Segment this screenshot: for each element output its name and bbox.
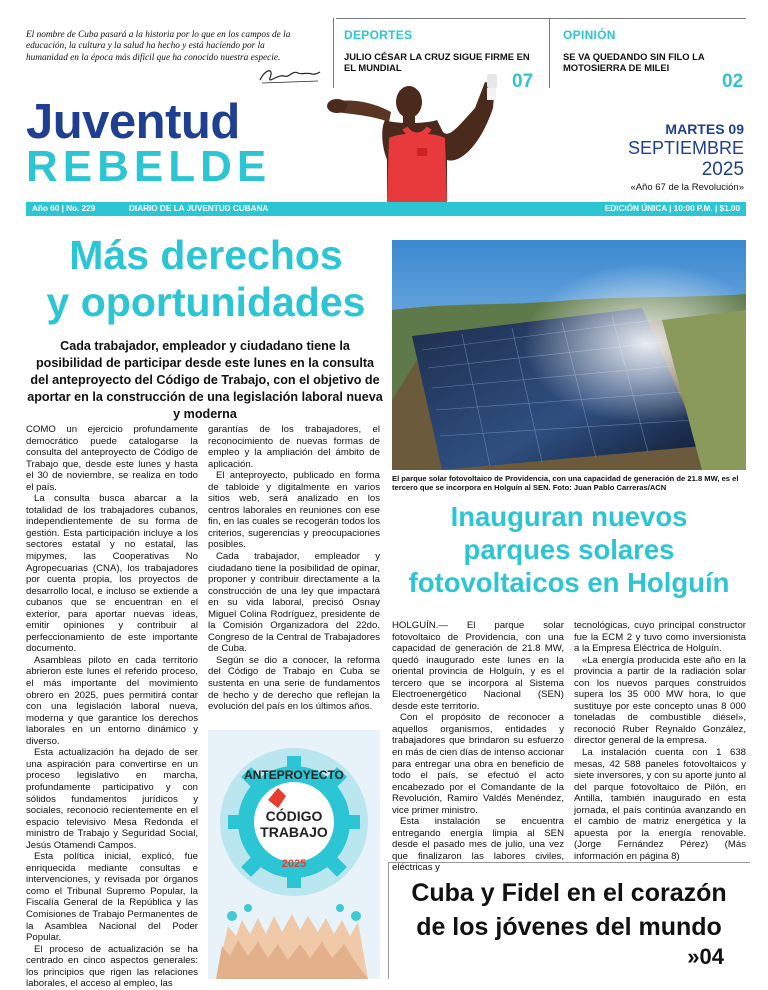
lead-column-2 xyxy=(208,424,380,713)
lead-column-1 xyxy=(26,424,198,990)
solar-headline-line: parques solares xyxy=(463,534,675,565)
teaser-category: DEPORTES xyxy=(344,28,413,42)
fidel-teaser-title xyxy=(404,876,734,944)
lead-subhead: Cada trabajador, empleador y ciudadano tiene la posibilidad de participar desde este lunes en la consulta del anteproyecto del Código de Trabajo, con el objetivo de aportar en la construcción de una legislación laboral nueva y moderna xyxy=(27,339,383,421)
teaser-rule xyxy=(336,18,746,19)
date-day: MARTES 09 xyxy=(665,121,744,137)
issue-number: Año 60 | No. 229 xyxy=(32,204,96,213)
lead-paragraph: Esta actualización ha dejado de ser una aspiración para convertirse en un proceso legislativo en marcha, profundamente participativo y con sólidos fundamentos jurídicos y sociales, reconoció recientemente en el espacio televisivo Mesa Redonda el ministro de Trabajo y Seguridad Social, Jesús Otamendi Campos. xyxy=(26,747,198,851)
signature-icon xyxy=(256,64,322,86)
teaser-sports[interactable] xyxy=(344,28,540,73)
solar-paragraph: «La energía producida este año en la provincia a partir de la radiación solar con los nuevos parques construidos supera los 35 000 MW hora, lo que sustituye por este concepto unas 8 000 toneladas de combustible diésel», reconoció Ruber Reynaldo González, director general de la empresa. xyxy=(574,654,746,747)
photo-caption: El parque solar fotovoltaico de Providencia, con una capacidad de generación de 21.8 MW, es el tercero que se incorpora en Holguín al SEN. Foto: Juan Pablo Carreras/ACN xyxy=(392,474,739,493)
fidel-title-line: Cuba y Fidel en el corazón xyxy=(411,879,727,907)
poster-line-1: ANTEPROYECTO xyxy=(244,768,344,782)
edition-info: EDICIÓN ÚNICA | 10:00 P.M. | $1.00 xyxy=(604,204,740,213)
teaser-opinion[interactable] xyxy=(563,28,743,73)
fidel-title-line: de los jóvenes del mundo xyxy=(416,913,722,941)
solar-park-photo xyxy=(392,240,746,470)
boxer-photo xyxy=(325,68,505,202)
lead-paragraph: El anteproyecto, publicado en forma de tabloide y digitalmente en varios sitios web, será analizado en los centros laborales en reuniones con ese fin, en las cuales se recogerán todos los criterios, sugerencias y preocupaciones posibles. xyxy=(208,470,380,551)
poster-line-3: TRABAJO xyxy=(260,824,328,840)
lead-paragraph: La consulta busca abarcar a la totalidad de los trabajadores cubanos, independientemente de su forma de gestión. Esta participación incluye a los sectores estatal y no estatal, las mipymes, las Cooperativas No Agropecuarias (CNA), los trabajadores por cuenta propia, los proyectos de desarrollo local, e incluso se extiende a cubanos que se encuentran en el exterior, para aportar nuevas ideas, emitir opiniones y contribuir al perfeccionamiento de este importante documento. xyxy=(26,493,198,655)
teaser-page: 07 xyxy=(512,71,534,92)
date-slogan: «Año 67 de la Revolución» xyxy=(630,182,744,193)
solar-headline-line: fotovoltaicos en Holguín xyxy=(408,567,730,598)
masthead-title-bottom: REBELDE xyxy=(26,142,272,191)
lead-paragraph: El proceso de actualización se ha centrado en cinco aspectos generales: los principios que rigen las relaciones laborales, el acceso al empleo, las xyxy=(26,943,198,990)
date-month: SEPTIEMBRE xyxy=(627,138,744,158)
solar-paragraph: tecnológicas, cuyo principal constructor fue la ECM 2 y tuvo como inversionista a la Empresa Eléctrica de Holguín. xyxy=(574,620,746,655)
lead-paragraph: Asambleas piloto en cada territorio abrieron este lunes el referido proceso, el más importante del movimiento obrero en 2025, pues permitirá contar con una legislación laboral nueva, moderna y que garantice los derechos laborales en un entorno dinámico y diverso. xyxy=(26,654,198,747)
solar-headline-line: Inauguran nuevos xyxy=(450,501,688,532)
teaser-text: SE VA QUEDANDO SIN FILO LA MOTOSIERRA DE MILEI xyxy=(563,51,705,73)
masthead-quote: El nombre de Cuba pasará a la historia por lo que en los campos de la educación, la cultura y la salud ha hecho y está haciendo por la humanidad en la época más difícil que ha conocido nuestra especie. xyxy=(26,30,291,63)
solar-paragraph: HOLGUÍN.— El parque solar fotovoltaico de Providencia, con una capacidad de generación de 21.8 MW, quedó inaugurado este lunes en la oriental provincia de Holguín, y es el tercero que se incorpora al Sistema Electroenergético Nacional (SEN) desde este territorio. xyxy=(392,620,564,712)
poster-line-2: CÓDIGO xyxy=(265,808,323,824)
solar-column-1 xyxy=(392,620,564,874)
lead-paragraph: Esta política inicial, explicó, fue enriquecida mediante consultas e intervenciones, y revisada por órganos como el Tribunal Supremo Popular, la Fiscalía General de la República y las Comisiones de Trabajo Permanentes de la Asamblea Nacional del Poder Popular. xyxy=(26,851,198,944)
teaser-divider xyxy=(549,18,550,88)
solar-paragraph: Con el propósito de reconocer a aquellos organismos, entidades y trabajadores que brindaron su esfuerzo en más de cien días de intenso accionar para entregar una obra en beneficio de todo el país, se efectuó el acto encabezado por el Comandante de la Revolución, Ramiro Valdés Menéndez, vice primer ministro. xyxy=(392,712,564,816)
lead-paragraph: garantías de los trabajadores, el reconocimiento de nuevas formas de empleo y la ampliación del ámbito de aplicación. xyxy=(208,424,380,470)
masthead-title-top: Juventud xyxy=(26,95,240,149)
lead-paragraph: COMO un ejercicio profundamente democrático puede catalogarse la consulta del anteproyecto de Código de Trabajo que, desde este lunes y hasta el 30 de noviembre, se realiza en todo el país. xyxy=(26,424,198,493)
teaser-page: 02 xyxy=(722,71,744,92)
masthead-band xyxy=(26,202,746,216)
anteproyecto-poster xyxy=(208,730,380,979)
lead-headline-line: Más derechos xyxy=(69,232,343,278)
tagline: DIARIO DE LA JUVENTUD CUBANA xyxy=(129,204,269,213)
lead-headline[interactable] xyxy=(26,232,386,326)
teaser-text: JULIO CÉSAR LA CRUZ SIGUE FIRME EN EL MUNDIAL xyxy=(344,51,530,73)
solar-paragraph: La instalación cuenta con 1 638 mesas, 42 588 paneles fotovoltaicos y siete inversores, y con su aporte junto al del parque fotovoltaico de Pilón, en Antilla, también inaugurado en esta jornada, el país continúa avanzando en el cambio de matriz energética y la apuesta por la energía renovable. (Jorge Fernández Pérez) (Más información en página 8) xyxy=(574,747,746,862)
lead-paragraph: Según se dio a conocer, la reforma del Código de Trabajo en Cuba se sustenta en una serie de fundamentos de hecho y de derecho que reflejan la evolución del país en los últimos años. xyxy=(208,654,380,713)
poster-year: 2025 xyxy=(281,858,307,870)
date-year: 2025 xyxy=(701,159,744,180)
lead-paragraph: Cada trabajador, empleador y ciudadano tiene la posibilidad de opinar, proponer y contribuir directamente a la construcción de una ley que impactará en su vida laboral, precisó Osnay Miguel Colina Rodríguez, presidente de la Comisión Organizadora del 22do. Congreso de la Central de Trabajadores de Cuba. xyxy=(208,551,380,655)
solar-column-2 xyxy=(574,620,746,862)
lead-headline-line: y oportunidades xyxy=(46,279,366,325)
teaser-category: OPINIÓN xyxy=(563,28,616,42)
solar-paragraph: Esta instalación se encuentra entregando energía limpia al SEN desde el pasado mes de julio, una vez que finalizaron las labores civiles, eléctricas y xyxy=(392,816,564,874)
fidel-page-number: »04 xyxy=(687,944,724,969)
solar-headline[interactable] xyxy=(392,500,746,599)
